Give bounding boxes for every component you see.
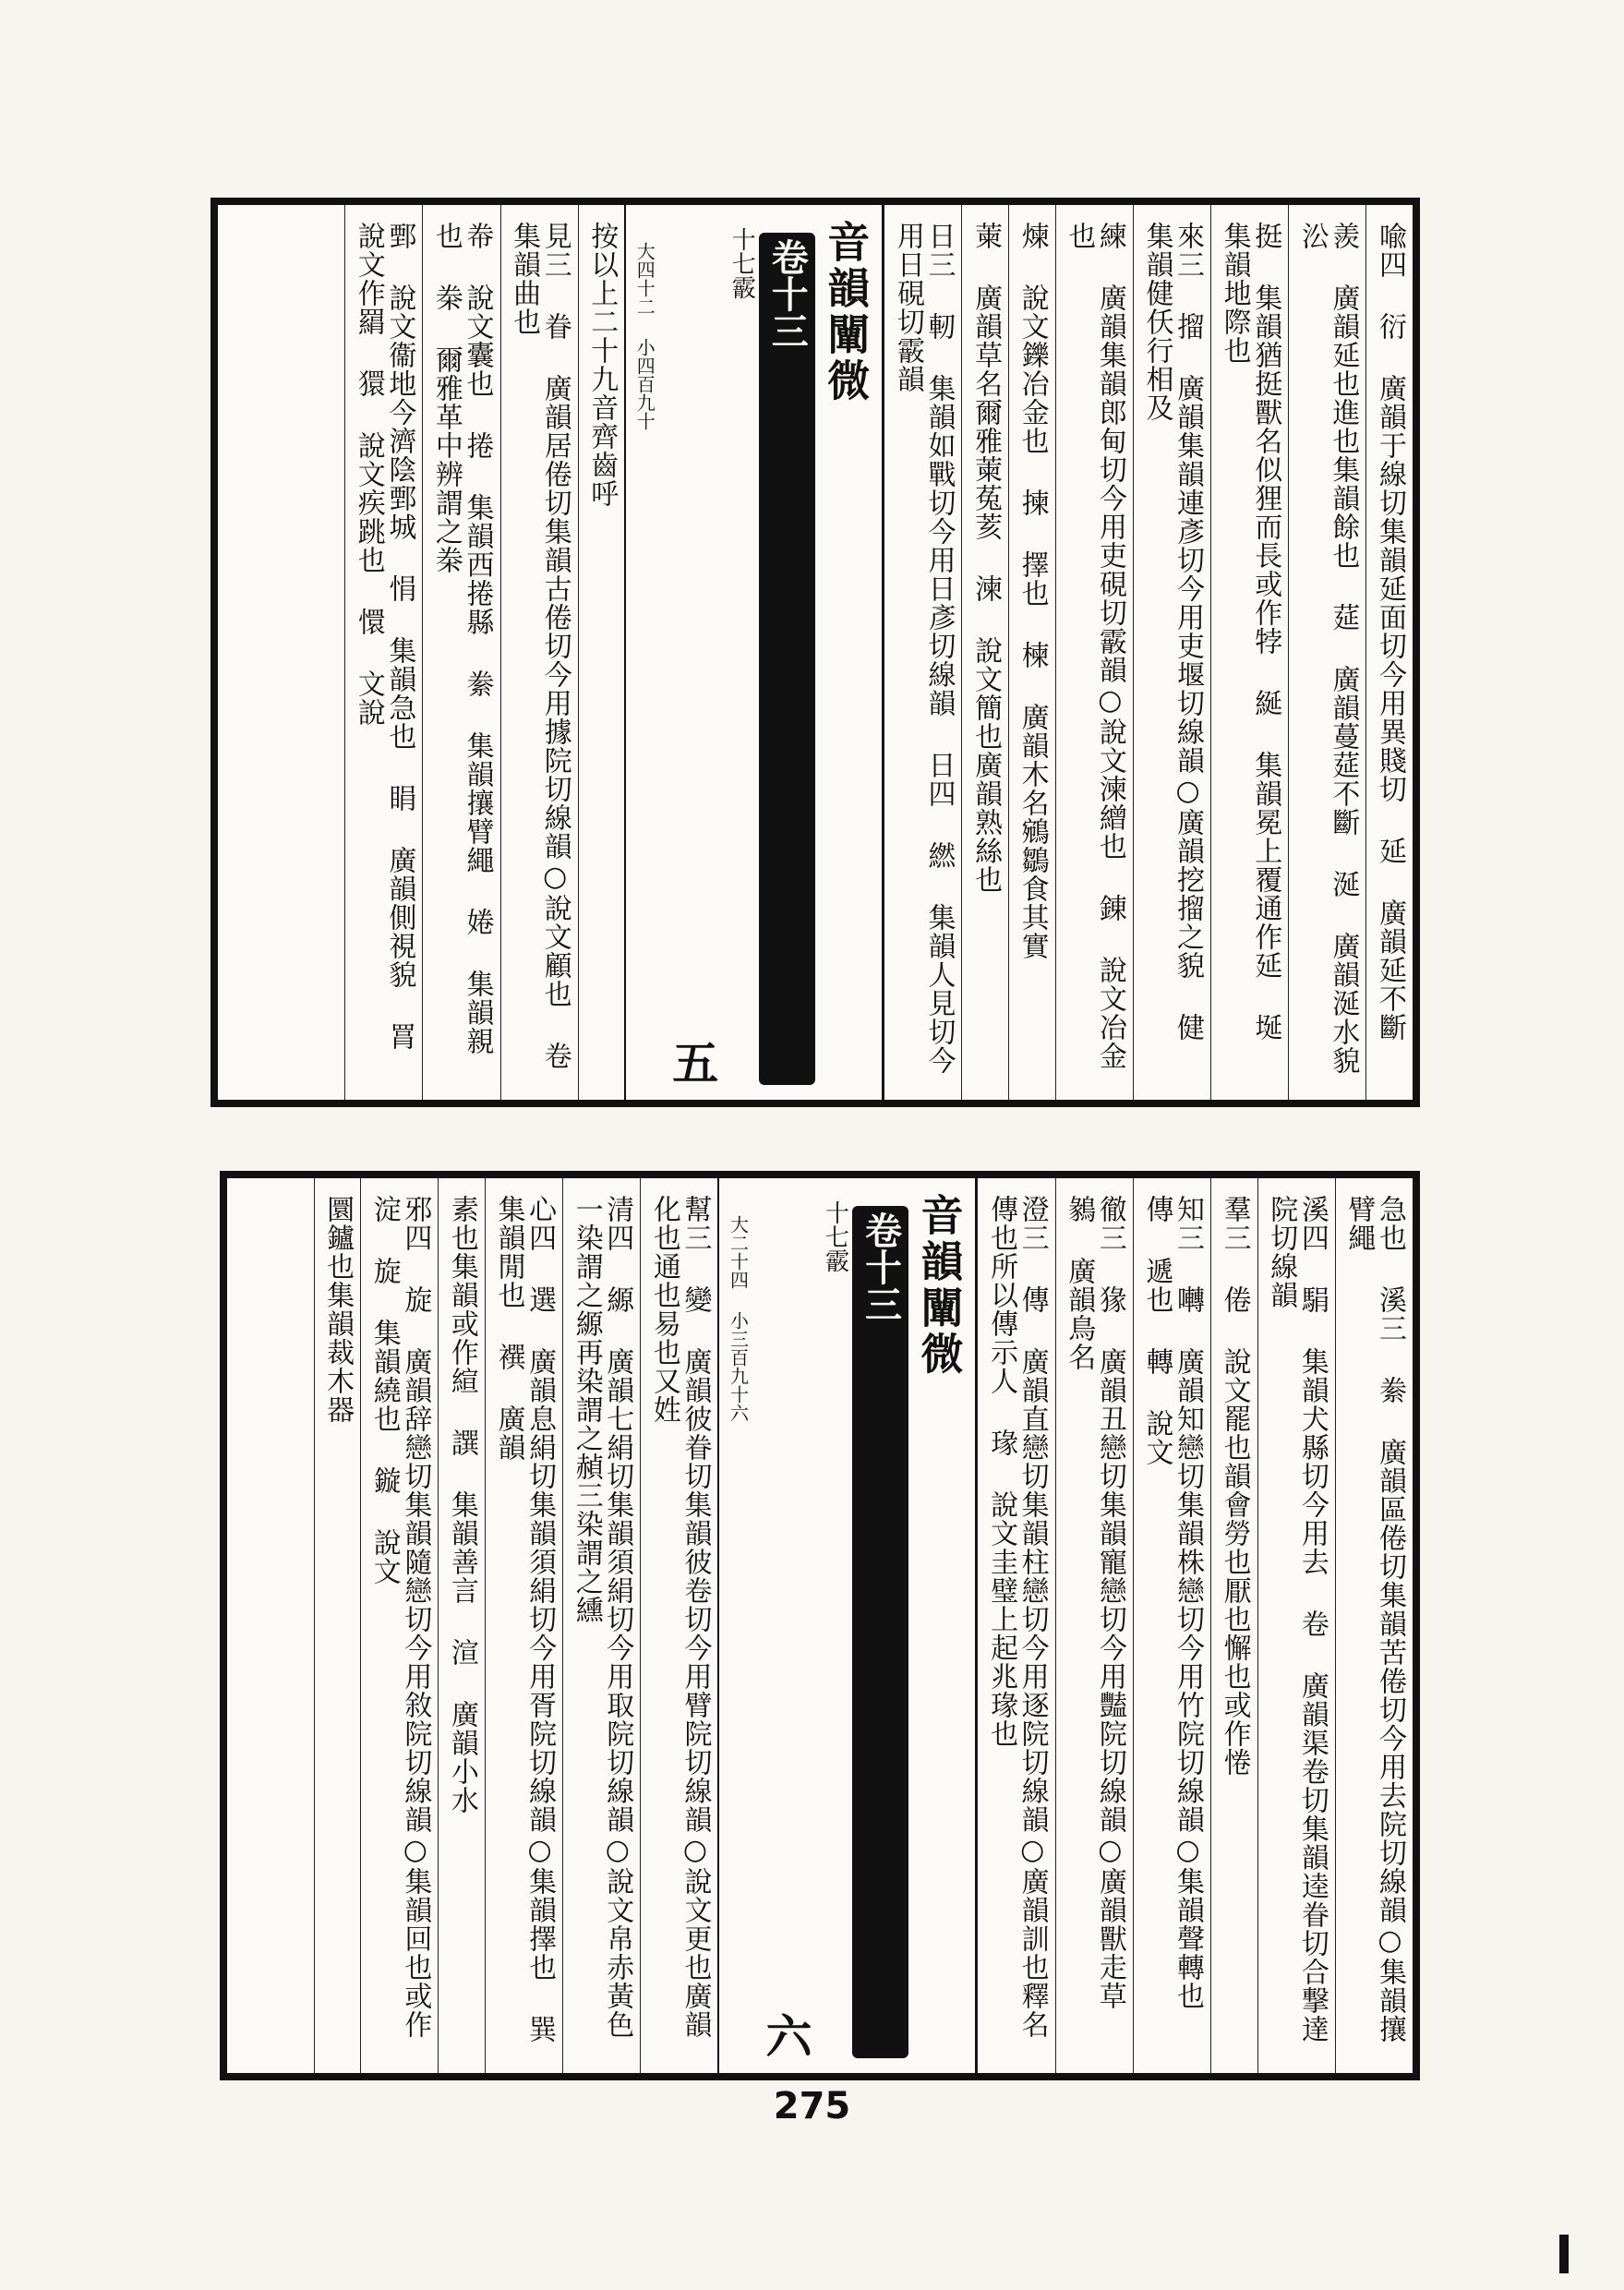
volume-label: 卷十三 xyxy=(852,1206,908,2058)
text-column: 澄三 傳 廣韻直戀切集韻柱戀切今用逐院切線韻○廣韻訓也釋名傳也所以傳示人 瑑 說文圭璧上起兆瑑也 xyxy=(977,1178,1054,2073)
center-margin-column xyxy=(624,205,884,1100)
page-number: 275 xyxy=(773,2085,851,2127)
text-column: 喩四 衍 廣韻于線切集韻延面切今用異賤切 延 廣韻延不斷 xyxy=(1365,205,1413,1100)
text-column: 素也集韻或作縇 譔 集韻善言 渲 廣韻小水 xyxy=(438,1178,485,2073)
text-column: 徹三 猭 廣韻丑戀切集韻寵戀切今用豔院切線韻○廣韻獸走草 鶨 廣韻鳥名 xyxy=(1055,1178,1133,2073)
folio-number: 六 xyxy=(758,2012,813,2058)
character-count-note: 大二十四 小三百九十六 xyxy=(727,1215,750,1422)
bottom-text-panel xyxy=(220,1171,1420,2080)
text-column: 練 廣韻集韻郎甸切今用吏硯切霰韻○說文湅繒也 錬 說文冶金也 xyxy=(1055,205,1133,1100)
volume-label: 卷十三 xyxy=(759,233,815,1085)
text-column: 來三 㨨 廣韻集韻連彥切今用吏堰切線韻○廣韻挖㨨之貌 健 集韻健仸行相及 xyxy=(1133,205,1210,1100)
text-column: 羣三 倦 說文罷也韻會勞也厭也懈也或作惓 xyxy=(1210,1178,1257,2073)
center-margin-column xyxy=(717,1178,977,2073)
scan-edge-mark xyxy=(1559,2235,1569,2273)
text-column: 急也 溪三 絭 廣韻區倦切集韻苦倦切今用去院切線韻○集韻攘臂繩 xyxy=(1335,1178,1413,2073)
text-column: 幫三 變 廣韻彼眷切集韻彼卷切今用臂院切線韻○說文更也廣韻化也通也易也又姓 xyxy=(640,1178,717,2073)
text-column: 知三 囀 廣韻知戀切集韻株戀切今用竹院切線韻○集韻聲轉也 傳 遞也 轉 說文 xyxy=(1133,1178,1210,2073)
text-column: 清四 縓 廣韻七絹切集韻須絹切今用取院切線韻○說文帛赤黃色一染謂之縓再染謂之赬三染謂之纁 xyxy=(562,1178,640,2073)
text-column: 鄄 說文衞地今濟陰鄄城 悁 集韻急也 睊 廣韻側視貌 罥 說文作羂 獧 說文疾跳也 懁 文說 xyxy=(344,205,422,1100)
text-column: 溪四 駽 集韻犬縣切今用去 卷 廣韻渠卷切集韻逵眷切合撃達院切線韻 xyxy=(1257,1178,1335,2073)
text-column: 日三 軔 集韻如戰切今用日彥切線韻 日四 繎 集韻人見切今用日硯切霰韻 xyxy=(884,205,961,1100)
rhyme-label: 十七霰 xyxy=(821,1200,849,1272)
folio-number: 五 xyxy=(665,1039,720,1085)
rhyme-label: 十七霰 xyxy=(728,227,756,299)
text-column: 邪四 旋 廣韻辞戀切集韻隨戀切今用敘院切線韻○集韻回也或作淀 旋 集韻繞也 鏇 說文 xyxy=(360,1178,438,2073)
text-column: 煉 說文鑠冶金也 揀 擇也 楝 廣韻木名鵷鶵食其實 xyxy=(1008,205,1055,1100)
text-column: 帣 說文囊也 捲 集韻西捲縣 絭 集韻攘臂繩 婘 集韻親也 桊 爾雅革中辨謂之桊 xyxy=(422,205,499,1100)
text-column: 心四 選 廣韻息絹切集韻須絹切今用胥院切線韻○集韻擇也 巽 集韻閒也 襈 廣韻 xyxy=(485,1178,562,2073)
book-title: 音韻闡微 xyxy=(914,1193,965,1378)
top-text-panel xyxy=(211,198,1420,1107)
text-column: 挺 集韻猶挺獸名似狸而長或作㹀 綖 集韻冕上覆通作延 埏 集韻地際也 xyxy=(1210,205,1288,1100)
text-column: 圜鑪也集韻裁木器 xyxy=(314,1178,361,2073)
text-column: 羨 廣韻延也進也集韻餘也 莚 廣韻蔓莚不斷 涎 廣韻涎水貌 㳂 xyxy=(1288,205,1365,1100)
text-column: 見三 眷 廣韻居倦切集韻古倦切今用據院切線韻○說文顧也 卷 集韻曲也 xyxy=(500,205,578,1100)
text-column: 按以上二十九音齊齒呼 xyxy=(578,205,625,1100)
text-column: 萰 廣韻草名爾雅萰菟荄 湅 說文簡也廣韻熟絲也 xyxy=(961,205,1008,1100)
book-title: 音韻闡微 xyxy=(821,220,872,404)
character-count-note: 大四十二 小四百九十 xyxy=(633,242,656,430)
